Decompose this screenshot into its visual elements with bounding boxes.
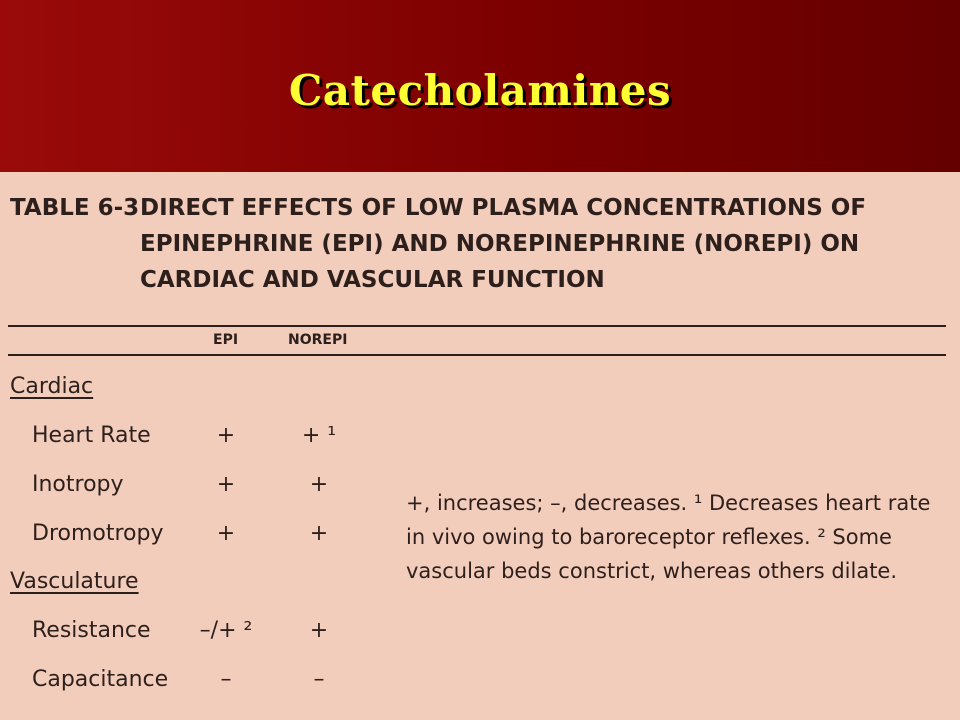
section-label-vasculature: Vasculature <box>10 569 139 594</box>
table-footnote: +, increases; –, decreases. ¹ Decreases heart rate in vivo owing to baroreceptor reflexes. ² Some vascular beds constrict, whereas others dilate. <box>406 491 931 583</box>
cell-heart-rate-norepi: + ¹ <box>301 423 337 448</box>
cell-capacitance-norepi: – <box>313 667 325 692</box>
table-number: TABLE 6-3 <box>10 195 140 221</box>
cell-dromotropy-epi: + <box>216 521 236 546</box>
slide-title: Catecholamines <box>288 66 672 115</box>
table-rule-header <box>8 354 946 356</box>
row-label-resistance: Resistance <box>32 618 151 643</box>
cell-resistance-epi: –/+ ² <box>199 618 253 643</box>
row-label-capacitance: Capacitance <box>32 667 169 692</box>
table-title: DIRECT EFFECTS OF LOW PLASMA CONCENTRATIONS OF EPINEPHRINE (EPI) AND NOREPINEPHRINE (NOREPI) ON CARDIAC AND VASCULAR FUNCTION <box>140 195 867 293</box>
row-label-dromotropy: Dromotropy <box>32 521 164 546</box>
row-label-heart-rate: Heart Rate <box>32 423 151 448</box>
cell-inotropy-epi: + <box>216 472 236 497</box>
cell-heart-rate-epi: + <box>216 423 236 448</box>
table-image-panel <box>0 172 960 720</box>
table-rule-top <box>8 325 946 327</box>
title-banner <box>0 0 960 172</box>
cell-resistance-norepi: + <box>309 618 329 643</box>
section-label-cardiac: Cardiac <box>10 374 94 399</box>
column-header-norepi: NOREPI <box>288 332 348 348</box>
cell-capacitance-epi: – <box>220 667 232 692</box>
cell-inotropy-norepi: + <box>309 472 329 497</box>
row-label-inotropy: Inotropy <box>32 472 124 497</box>
column-header-epi: EPI <box>213 332 239 348</box>
cell-dromotropy-norepi: + <box>309 521 329 546</box>
